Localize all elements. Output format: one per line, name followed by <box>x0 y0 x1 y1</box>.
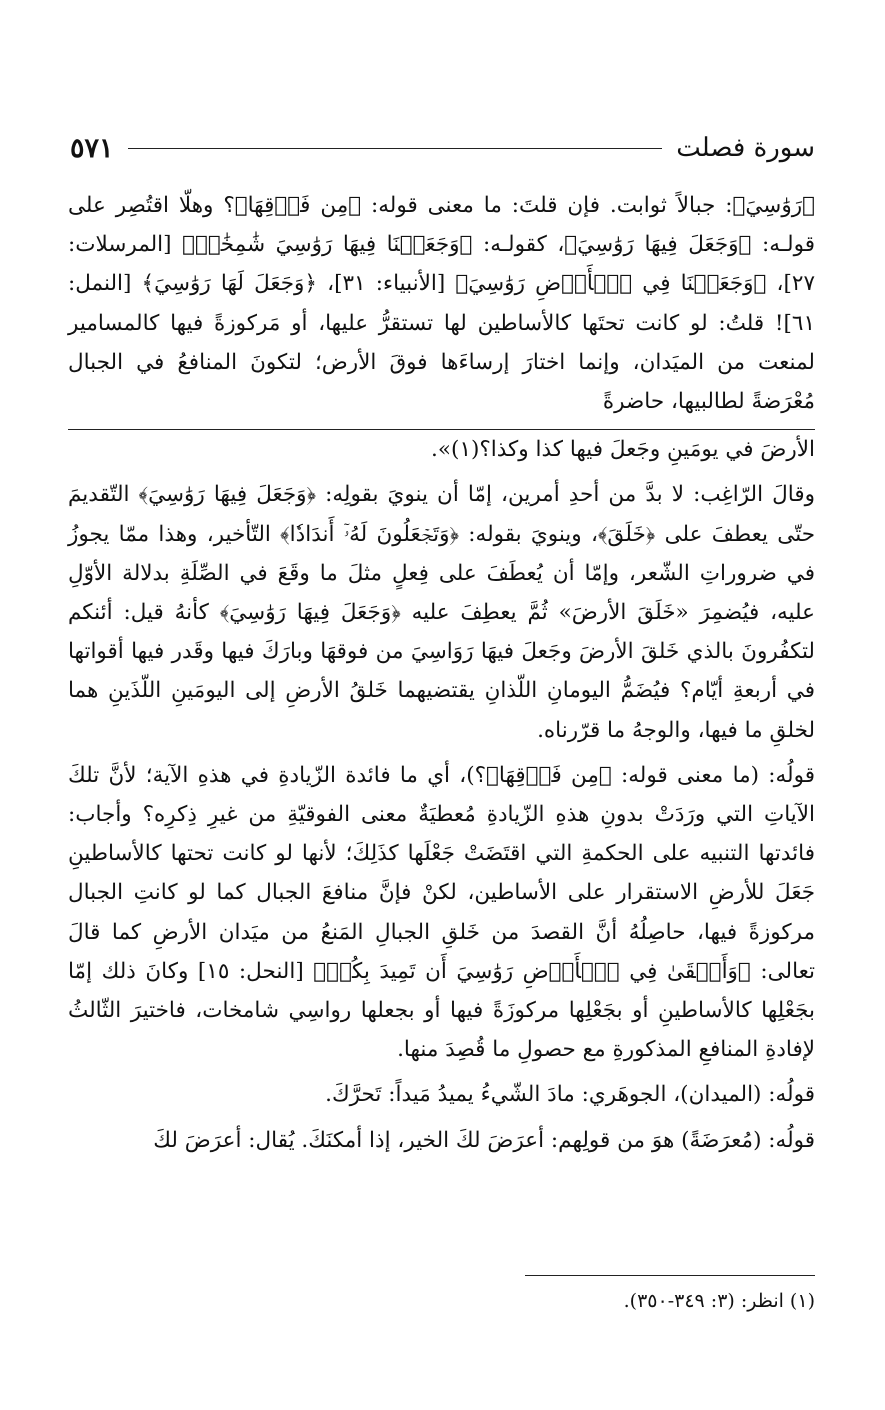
paragraph: الأرضَ في يومَينِ وجَعلَ فيها كذا وكذا؟(١)». <box>431 437 815 463</box>
page-number: ٥٧١ <box>70 132 114 164</box>
surah-title: سورة فصلت <box>676 133 815 163</box>
paragraph: وقالَ الرّاغِب: لا بدَّ من أحدِ أمرين، إمّا أن ينويَ بقولِه: ﴿وَجَعَلَ فِيهَا رَوَٰسِيَ﴾ التّقديمَ حتّى يعطفَ على ﴿خَلَقَ﴾، وينويَ بقوله: ﴿وَتَجۡعَلُونَ لَهُۥٓ أَندَادٗا﴾ التّأخير، وهذا ممّا يجوزُ في ضروراتِ الشّعر، وإمّا أن يُعطَفَ على فِعلٍ مثلَ ما وقَعَ في الصِّلَةِ بدلالة الأوّلِ عليه، فيُضمِرَ «خَلَقَ الأرضَ» ثُمَّ يعطِفَ عليه ﴿وَجَعَلَ فِيهَا رَوَٰسِيَ﴾ كأنهُ قيل: أئنكم لتكفُرونَ بالذي خَلقَ الأرضَ وجَعلَ فيهَا رَوَاسِيَ من فوقهَا وبارَكَ فيها وقَدر فيها أقواتها في أربعةِ أيّام؟ فيُضَمُّ اليومانِ اللّذانِ يقتضيهما خَلقُ الأرضِ إلى اليومَينِ اللّذَينِ هما لخلقِ ما فيها، والوجهُ ما قرّرناه. <box>68 482 815 743</box>
upper-text-block: ﴿رَوَٰسِيَ﴾: جبالاً ثوابت. فإن قلتَ: ما معنى قوله: ﴿مِن فَوۡقِهَا﴾؟ وهلّا اقتُصِر على قولـه: ﴿وَجَعَلَ فِيهَا رَوَٰسِيَ﴾، كقولـه: ﴿وَجَعَلۡنَا فِيهَا رَوَٰسِيَ شَٰمِخَٰتٖ﴾ [المرسلات: ٢٧]، ﴿وَجَعَلۡنَا فِي ٱلۡأَرۡضِ رَوَٰسِيَ﴾ [الأنبياء: ٣١]، ﴿وَجَعَلَ لَهَا رَوَٰسِيَ﴾ [النمل: ٦١]! قلتُ: لو كانت تحتَها كالأساطين لها تستقرُّ عليها، أو مَركوزةً فيها كالمسامير لمنعت من الميَدان، وإنما اختارَ إرساءَها فوقَ الأرض؛ لتكونَ المنافعُ في الجبال مُعْرَضةً لطالبيها، حاضرةً <box>68 186 815 430</box>
paragraph: قولُه: (الميدان)، الجوهَري: مادَ الشّيءُ يميدُ مَيداً: تَحرَّكَ. <box>325 1082 815 1108</box>
paragraph: قولُه: (مُعرَضَةً) هوَ من قولِهم: أعرَضَ لكَ الخير، إذا أمكنَكَ. يُقال: أعرَضَ لكَ <box>153 1127 815 1153</box>
page-body <box>68 186 815 1160</box>
footnotes <box>68 1275 815 1312</box>
footnote: (١) انظر: (٣: ٣٤٩-٣٥٠). <box>623 1290 815 1312</box>
header-rule <box>128 148 663 149</box>
footnote-separator <box>525 1275 815 1276</box>
paragraph: قولُه: (ما معنى قوله: ﴿مِن فَوۡقِهَا﴾؟)، أي ما فائدة الزّيادةِ في هذهِ الآية؛ لأنَّ تلكَ الآياتِ التي ورَدَتْ بدونِ هذهِ الزّيادةِ مُعطيَةٌ معنى الفوقيّةِ من غيرِ ذِكرِه؟ وأجاب: فائدتها التنبيه على الحكمةِ التي اقتَضَتْ جَعْلَها كذَلِكَ؛ لأنها لو كانت تحتها كالأساطينِ جَعَلَ للأرضِ الاستقرار على الأساطين، لكنْ فإنَّ منافعَ الجبال كما لو كانتِ الجبال مركوزةً فيها، حاصِلُهُ أنَّ القصدَ من خَلقِ الجبالِ المَنعُ من ميَدان الأرضِ كما قالَ تعالى: ﴿وَأَلۡقَىٰ فِي ٱلۡأَرۡضِ رَوَٰسِيَ أَن تَمِيدَ بِكُمۡ﴾ [النحل: ١٥] وكانَ ذلك إمّا بجَعْلِها كالأساطينِ أو بجَعْلِها مركوزَةً فيها أو بجعلها رواسِي شامخات، فاختيرَ الثّالثُ لإفادةِ المنافعِ المذكورةِ مع حصولِ ما قُصِدَ منها. <box>68 762 815 1063</box>
page-header <box>70 128 815 168</box>
